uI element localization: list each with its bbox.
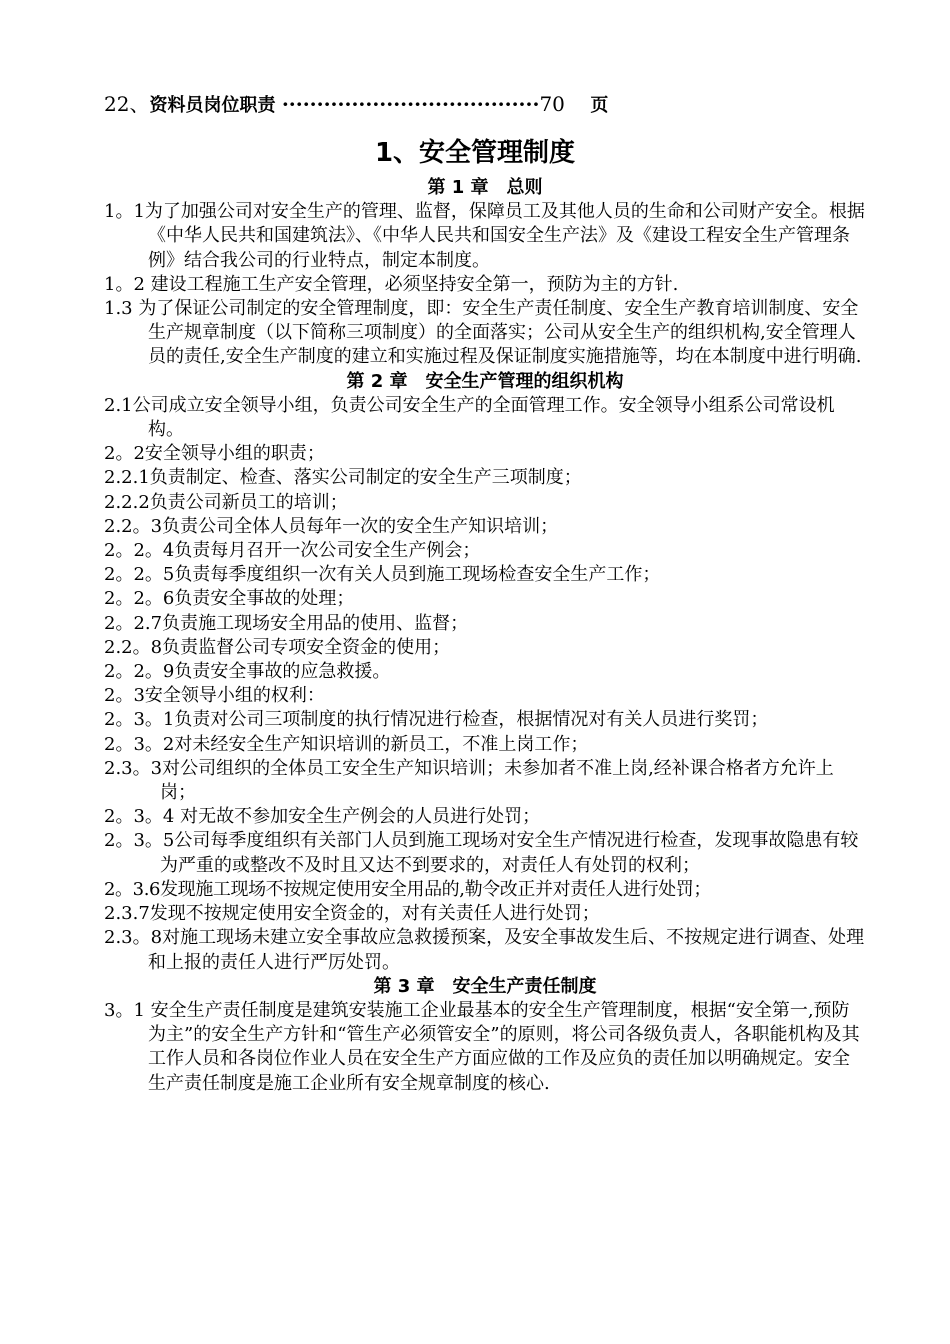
- paragraph: 2.2.2负责公司新员工的培训；: [104, 491, 348, 513]
- paragraph: 2.1公司成立安全领导小组，负责公司安全生产的全面管理工作。安全领导小组系公司常设机构。: [104, 394, 835, 441]
- paragraph: 2。3。2对未经安全生产知识培训的新员工，不准上岗工作；: [104, 733, 589, 755]
- toc-number: 22、: [104, 92, 150, 116]
- paragraph: 2.3。3对公司组织的全体员工安全生产知识培训；未参加者不准上岗,经补课合格者方允许上岗；: [104, 757, 834, 804]
- paragraph: 1。1为了加强公司对安全生产的管理、监督，保障员工及其他人员的生命和公司财产安全。根据《中华人民共和国建筑法》、《中华人民共和国安全生产法》及《建设工程安全生产管理条例》结合我公司的行业特点，制定本制度。: [104, 201, 865, 271]
- paragraph: 2.2。8负责监督公司专项安全资金的使用；: [104, 636, 451, 658]
- paragraph: 2.2。3负责公司全体人员每年一次的安全生产知识培训；: [104, 515, 559, 537]
- chapter-heading: 第 3 章 安全生产责任制度: [373, 975, 597, 997]
- paragraph: 2。2。9负责安全事故的应急救援。: [104, 661, 391, 683]
- paragraph: 2。2.7负责施工现场安全用品的使用、监督；: [104, 612, 469, 634]
- toc-page: 70: [539, 92, 565, 116]
- chapter-heading: 第 2 章 安全生产管理的组织机构: [346, 370, 624, 392]
- paragraph: 2。3。5公司每季度组织有关部门人员到施工现场对安全生产情况进行检查，发现事故隐患有较为严重的或整改不及时且又达不到要求的，对责任人有处罚的权利；: [104, 830, 859, 876]
- paragraph: 2。3。1负责对公司三项制度的执行情况进行检查，根据情况对有关人员进行奖罚；: [104, 709, 769, 731]
- paragraph: 1.3 为了保证公司制定的安全管理制度，即：安全生产责任制度、安全生产教育培训制度、安全生产规章制度（以下简称三项制度）的全面落实；公司从安全生产的组织机构,安全管理人员的责任,安全生产制度的建立和实施过程及保证制度实施措施等，均在本制度中进行明确.: [104, 298, 862, 368]
- paragraph: 2。2安全领导小组的职责；: [104, 443, 325, 465]
- paragraph: 2.2.1负责制定、检查、落实公司制定的安全生产三项制度；: [104, 467, 582, 489]
- paragraph: 1。2 建设工程施工生产安全管理，必须坚持安全第一，预防为主的方针.: [104, 273, 679, 295]
- toc-entry: [104, 90, 824, 120]
- paragraph: 2.3。8对施工现场未建立安全事故应急救援预案，及安全事故发生后、不按规定进行调查、处理和上报的责任人进行严厉处罚。: [104, 927, 865, 973]
- paragraph: 2。2。5负责每季度组织一次有关人员到施工现场检查安全生产工作；: [104, 564, 661, 586]
- paragraph: 2。3.6发现施工现场不按规定使用安全用品的,勒令改正并对责任人进行处罚；: [104, 878, 711, 900]
- paragraph: 2。2。6负责安全事故的处理；: [104, 588, 355, 610]
- toc-page-unit: 页: [590, 95, 609, 116]
- chapter-heading: 第 1 章 总则: [427, 177, 543, 198]
- document-body: [104, 176, 866, 1096]
- paragraph: 2。3。4 对无故不参加安全生产例会的人员进行处罚；: [104, 806, 541, 828]
- paragraph: 2.3.7发现不按规定使用安全资金的，对有关责任人进行处罚；: [104, 903, 600, 925]
- paragraph: 2。3安全领导小组的权利：: [104, 685, 325, 707]
- page-title: 1、安全管理制度: [374, 138, 576, 168]
- toc-label: 资料员岗位职责: [149, 95, 276, 116]
- paragraph: 2。2。4负责每月召开一次公司安全生产例会；: [104, 540, 481, 562]
- paragraph: 3。1 安全生产责任制度是建筑安装施工企业最基本的安全生产管理制度，根据“安全第一,预防为主”的安全生产方针和“管生产必须管安全”的原则，将公司各级负责人，各职能机构及其工作人员和各岗位作业人员在安全生产方面应做的工作及应负的责任加以明确规定。安全生产责任制度是施工企业所有安全规章制度的核心.: [104, 999, 860, 1094]
- toc-leader: ·····································: [281, 92, 540, 116]
